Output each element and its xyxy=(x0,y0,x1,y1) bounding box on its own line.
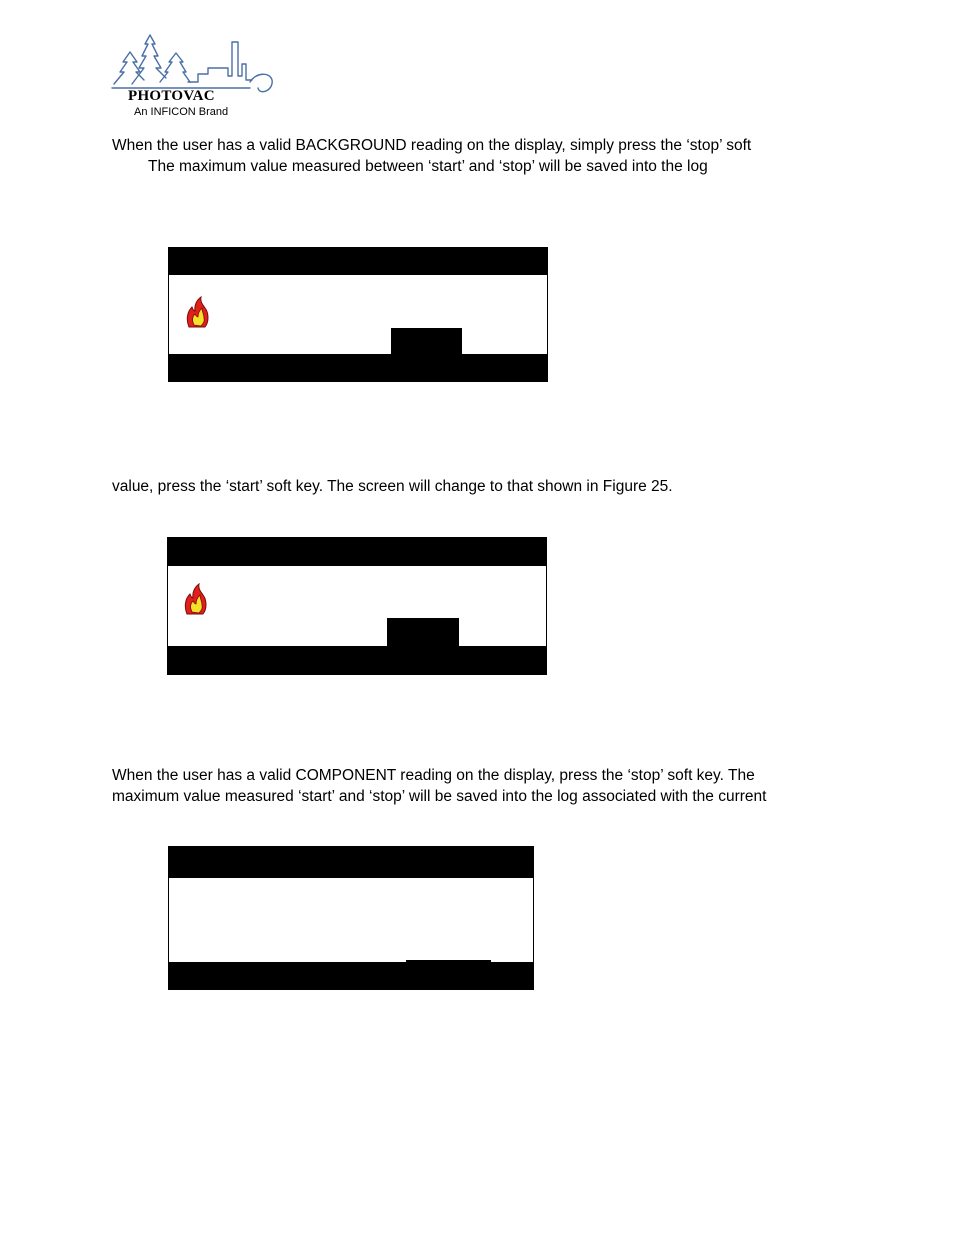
flame-icon xyxy=(185,296,211,330)
screen-body xyxy=(167,566,547,646)
brand-name: PHOTOVAC xyxy=(128,88,215,104)
screen-softkey-bar xyxy=(168,354,548,382)
text-line: The maximum value measured between ‘start’ and ‘stop’ will be saved into the log xyxy=(148,157,708,175)
softkey-highlight xyxy=(391,328,462,356)
text-line: value, press the ‘start’ soft key. The screen will change to that shown in Figure 25. xyxy=(112,478,673,495)
screen-title-bar xyxy=(167,537,547,566)
paragraph-start-softkey xyxy=(112,477,673,498)
flame-icon xyxy=(183,583,209,617)
text-line: When the user has a valid BACKGROUND reading on the display, simply press the ‘stop’ soft xyxy=(112,137,752,154)
photovac-logo xyxy=(110,32,280,122)
logo-skyline-graphic xyxy=(110,32,280,94)
screen-title-bar xyxy=(168,846,534,878)
screen-body xyxy=(168,878,534,962)
text-line: When the user has a valid COMPONENT reading on the display, press the ‘stop’ soft key. The xyxy=(112,767,755,784)
paragraph-background-reading xyxy=(112,136,751,177)
brand-tagline: An INFICON Brand xyxy=(134,106,229,118)
screen-body xyxy=(168,275,548,354)
instrument-screen-figure xyxy=(168,247,548,382)
screen-softkey-bar xyxy=(168,962,534,990)
instrument-screen-figure xyxy=(168,846,534,990)
text-line: maximum value measured ‘start’ and ‘stop’ will be saved into the log associated with the current xyxy=(112,787,767,805)
softkey-highlight xyxy=(387,618,459,646)
instrument-screen-figure xyxy=(167,537,547,675)
screen-softkey-bar xyxy=(167,646,547,675)
screen-title-bar xyxy=(168,247,548,275)
paragraph-component-reading xyxy=(112,766,766,807)
